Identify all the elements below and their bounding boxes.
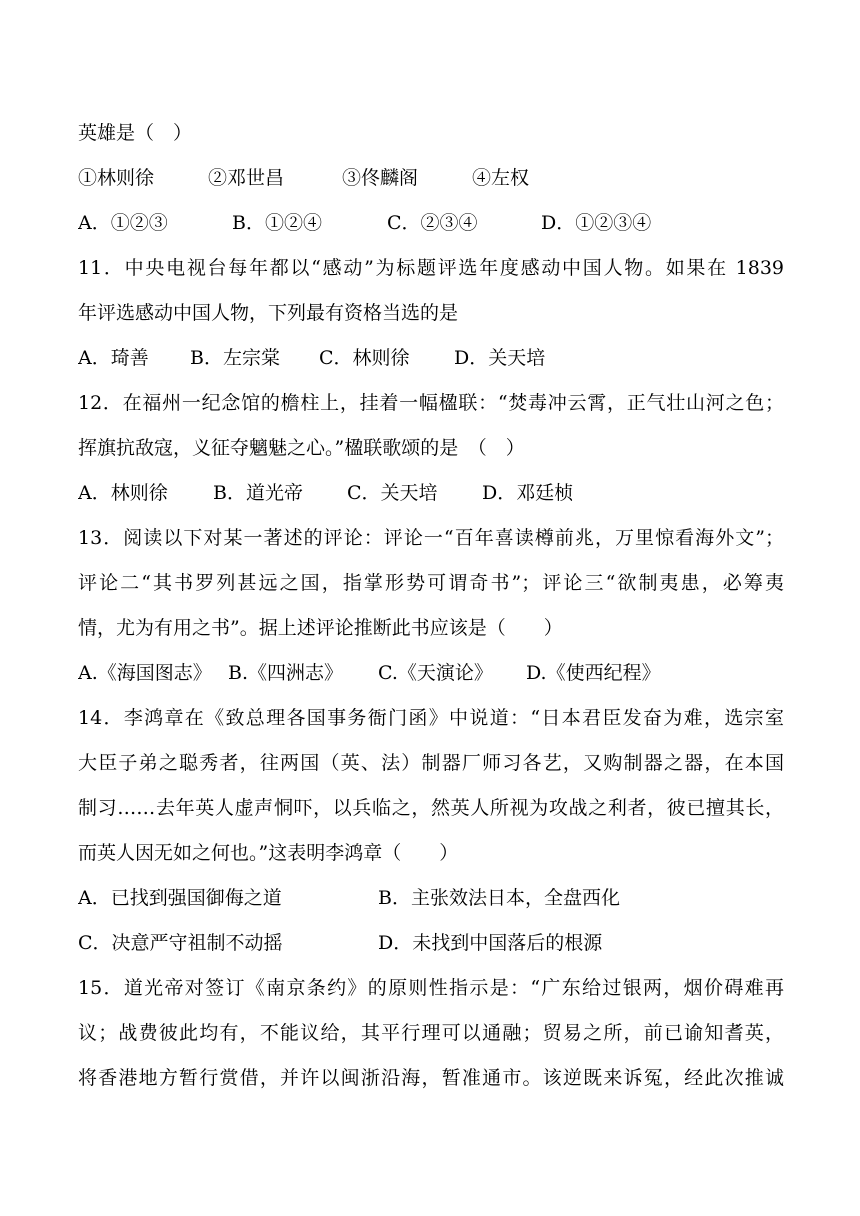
document-page [78, 111, 784, 1101]
q11-options [78, 336, 784, 381]
q13-options [78, 651, 784, 696]
q11-stem-line-1: 11．中央电视台每年都以“感动”为标题评选年度感动中国人物。如果在 1839 [78, 257, 784, 279]
q10-option-b: B．①②④ [232, 212, 322, 234]
q15-stem-line-2: 议；战费彼此均有，不能议给，其平行理可以通融；贸易之所，前已谕知耆英， [78, 1022, 784, 1044]
q12-options [78, 471, 784, 516]
q14-stem-line-3: 制习……去年英人虚声恫吓，以兵临之，然英人所视为攻战之利者，彼已擅其长， [78, 797, 784, 819]
q10-stem-tail: 英雄是（ ） [78, 122, 193, 144]
q12-stem-line-1: 12．在福州一纪念馆的檐柱上，挂着一幅楹联：“焚毒冲云霄，正气壮山河之色； [78, 392, 784, 414]
q11-option-c: C．林则徐 [319, 347, 410, 369]
q13-stem-line-3: 情，尤为有用之书”。据上述评论推断此书应该是（ ） [78, 617, 563, 639]
q10-items [78, 156, 784, 201]
q15-stem-line-1: 15．道光帝对签订《南京条约》的原则性指示是：“广东给过银两，烟价碍难再 [78, 977, 784, 999]
q14-stem-line-1: 14．李鸿章在《致总理各国事务衙门函》中说道：“日本君臣发奋为难，选宗室 [78, 707, 784, 729]
q14-option-c: C．决意严守祖制不动摇 [78, 932, 283, 954]
q11-option-a: A．琦善 [78, 347, 149, 369]
q14-stem-line-4: 而英人因无如之何也。”这表明李鸿章（ ） [78, 842, 459, 864]
q14-option-b: B．主张效法日本，全盘西化 [378, 887, 620, 909]
q12-option-d: D．邓廷桢 [482, 482, 574, 504]
q10-options [78, 201, 784, 246]
q10-option-c: C．②③④ [387, 212, 478, 234]
q12-option-c: C．关天培 [347, 482, 438, 504]
q11-option-b: B．左宗棠 [190, 347, 280, 369]
q13-option-c: C.《天演论》 [378, 662, 493, 684]
q10-item-4: ④左权 [472, 167, 530, 189]
q13-option-b: B.《四洲志》 [228, 662, 344, 684]
q13-option-d: D.《使西纪程》 [526, 662, 661, 684]
q14-options-row-2 [78, 921, 784, 966]
q10-option-d: D．①②③④ [541, 212, 652, 234]
q14-options-row-1 [78, 876, 784, 921]
q13-stem-line-2: 评论二“其书罗列甚远之国，指掌形势可谓奇书”；评论三“欲制夷患，必筹夷 [78, 572, 784, 594]
q12-option-a: A．林则徐 [78, 482, 168, 504]
q14-stem-line-2: 大臣子弟之聪秀者，往两国（英、法）制器厂师习各艺，又购制器之器，在本国 [78, 752, 784, 774]
q10-option-a: A．①②③ [78, 212, 168, 234]
q15-stem-line-3: 将香港地方暂行赏借，并许以闽浙沿海，暂准通市。该逆既来诉冤，经此次推诚 [78, 1067, 784, 1089]
q13-stem-line-1: 13．阅读以下对某一著述的评论：评论一“百年喜读樽前兆，万里惊看海外文”； [78, 527, 784, 549]
q12-stem-line-2: 挥旗抗敌寇，义征夺魑魅之心。”楹联歌颂的是 （ ） [78, 437, 525, 459]
q10-item-3: ③佟麟阁 [342, 167, 419, 189]
q11-stem-line-2: 年评选感动中国人物，下列最有资格当选的是 [78, 302, 459, 324]
q12-option-b: B．道光帝 [213, 482, 303, 504]
q10-item-2: ②邓世昌 [208, 167, 285, 189]
q11-option-d: D．关天培 [454, 347, 546, 369]
q14-option-a: A．已找到强国御侮之道 [78, 887, 282, 909]
q14-option-d: D．未找到中国落后的根源 [378, 932, 603, 954]
q13-option-a: A.《海国图志》 [78, 662, 212, 684]
q10-item-1: ①林则徐 [78, 167, 155, 189]
